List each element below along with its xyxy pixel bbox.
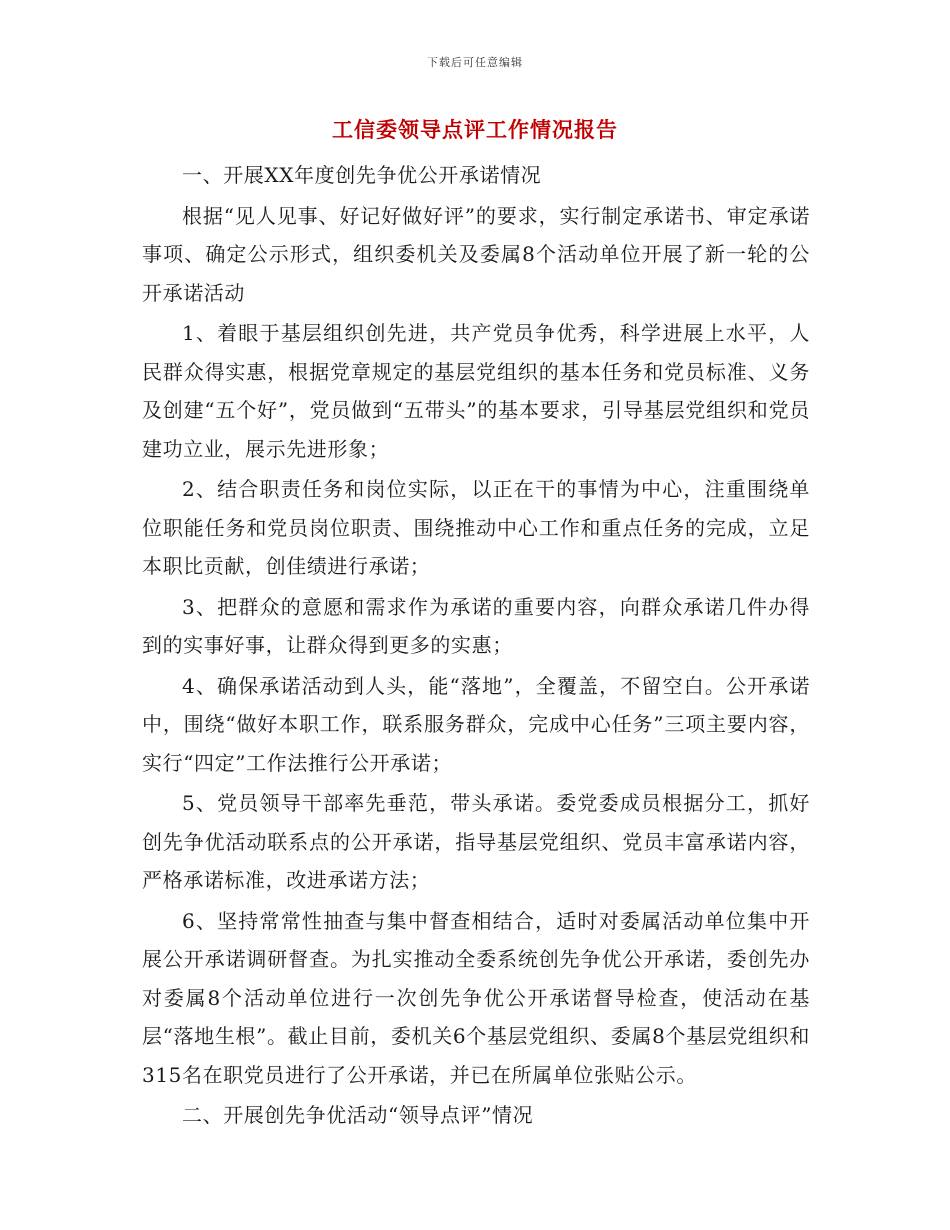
- paragraph-item-3: 3、把群众的意愿和需求作为承诺的重要内容，向群众承诺几件办得到的实事好事，让群众得到更多的实惠；: [142, 594, 810, 657]
- paragraph-item-2: 2、结合职责任务和岗位实际，以正在干的事情为中心，注重围绕单位职能任务和党员岗位职责、围绕推动中心工作和重点任务的完成，立足本职比贡献，创佳绩进行承诺；: [142, 477, 810, 578]
- paragraph-item-4: 4、确保承诺活动到人头，能“落地”，全覆盖，不留空白。公开承诺中，围绕“做好本职工作，联系服务群众，完成中心任务”三项主要内容，实行“四定”工作法推行公开承诺；: [142, 673, 810, 775]
- section-heading-2: 二、开展创先争优活动“领导点评”情况: [182, 1103, 534, 1127]
- document-title: 工信委领导点评工作情况报告: [332, 117, 618, 142]
- paragraph-item-5: 5、党员领导干部率先垂范，带头承诺。委党委成员根据分工，抓好创先争优活动联系点的公开承诺，指导基层党组织、党员丰富承诺内容，严格承诺标准，改进承诺方法；: [142, 791, 810, 892]
- section-heading-1: 一、开展XX年度创先争优公开承诺情况: [182, 163, 542, 187]
- paragraph-item-6: 6、坚持常常性抽查与集中督查相结合，适时对委属活动单位集中开展公开承诺调研督查。为扎实推动全委系统创先争优公开承诺，委创先办对委属8个活动单位进行一次创先争优公开承诺督导检查，使活动在基层“落地生根”。截止目前，委机关6个基层党组织、委属8个基层党组织和315名在职党员进行了公开承诺，并已在所属单位张贴公示。: [142, 908, 810, 1087]
- paragraph-item-1: 1、着眼于基层组织创先进，共产党员争优秀，科学进展上水平，人民群众得实惠，根据党章规定的基层党组织的基本任务和党员标准、义务及创建“五个好”，党员做到“五带头”的基本要求，引导基层党组织和党员建功立业，展示先进形象；: [142, 321, 810, 461]
- header-note: 下载后可任意编辑: [427, 56, 523, 69]
- document-body: [142, 156, 810, 1137]
- paragraph-intro: 根据“见人见事、好记好做好评”的要求，实行制定承诺书、审定承诺事项、确定公示形式，组织委机关及委属8个活动单位开展了新一轮的公开承诺活动: [142, 203, 810, 305]
